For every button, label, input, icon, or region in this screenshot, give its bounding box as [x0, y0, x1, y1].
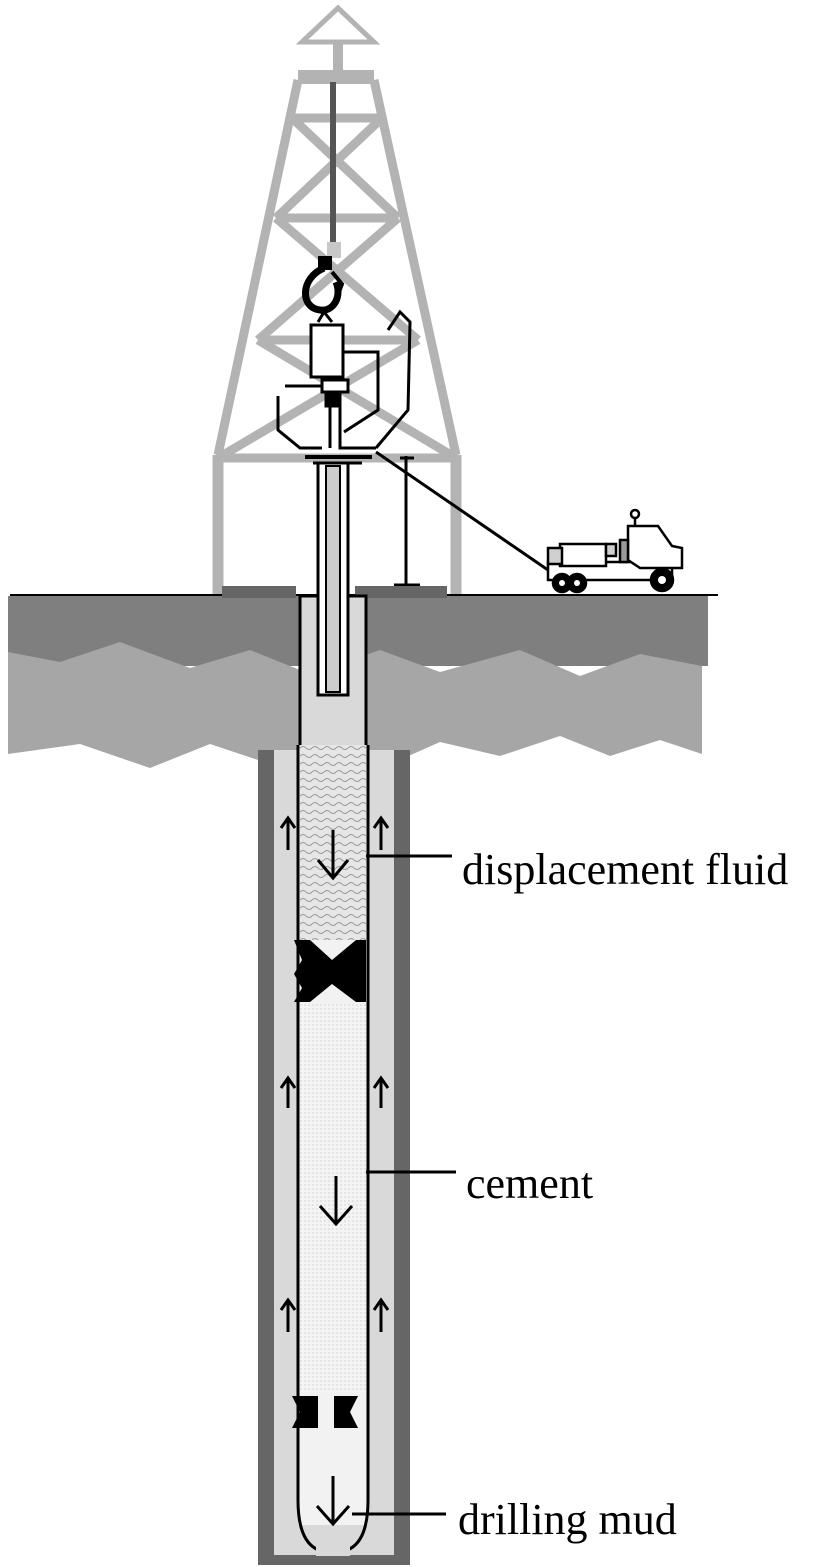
pump-line [376, 452, 548, 585]
label-cement: cement [466, 1159, 594, 1208]
label-drilling-mud: drilling mud [458, 1495, 677, 1544]
label-displacement-fluid: displacement fluid [462, 845, 789, 894]
cementing-head [278, 312, 410, 463]
cement-truck-icon [548, 510, 682, 592]
